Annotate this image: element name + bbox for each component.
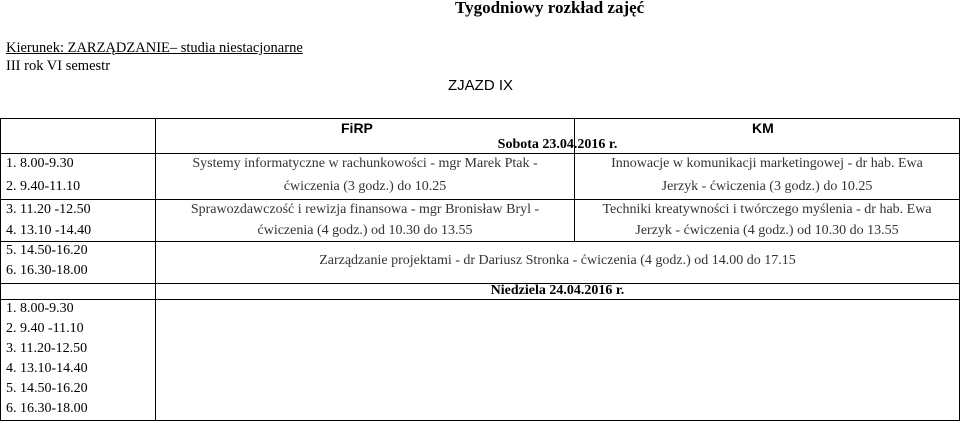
- saturday-slot-1: 1. 8.00-9.30: [6, 156, 74, 171]
- grid-line: [0, 420, 960, 421]
- saturday-slot-6: 6. 16.30-18.00: [6, 263, 88, 278]
- firp-course-1-line2: ćwiczenia (3 godz.) do 10.25: [283, 179, 447, 194]
- saturday-slot-3: 3. 11.20 -12.50: [6, 202, 91, 217]
- column-header-km: KM: [752, 120, 774, 136]
- grid-line: [0, 241, 960, 242]
- saturday-slot-2: 2. 9.40-11.10: [6, 179, 81, 194]
- sunday-slot-5: 5. 14.50-16.20: [6, 381, 88, 396]
- km-course-1-line2: Jerzyk - ćwiczenia (3 godz.) do 10.25: [661, 179, 873, 194]
- firp-course-2-line1: Sprawozdawczość i rewizja finansowa - mgr Bronisław Bryl -: [190, 202, 540, 217]
- sunday-label: Niedziela 24.04.2016 r.: [490, 283, 625, 298]
- firp-course-1-line1: Systemy informatyczne w rachunkowości - mgr Marek Ptak -: [192, 156, 538, 171]
- sunday-slot-1: 1. 8.00-9.30: [6, 301, 74, 316]
- joint-course: Zarządzanie projektami - dr Dariusz Stronka - ćwiczenia (4 godz.) od 14.00 do 17.15: [319, 253, 796, 268]
- km-course-2-line1: Techniki kreatywności i twórczego myślenia - dr hab. Ewa: [602, 202, 932, 217]
- sunday-slot-4: 4. 13.10-14.40: [6, 361, 88, 376]
- firp-course-2-line2: ćwiczenia (4 godz.) od 10.30 do 13.55: [257, 223, 473, 238]
- saturday-slot-5: 5. 14.50-16.20: [6, 243, 88, 258]
- column-header-firp: FiRP: [341, 120, 373, 136]
- page-title: Tygodniowy rozkład zajęć: [455, 0, 645, 17]
- saturday-slot-4: 4. 13.10 -14.40: [6, 223, 92, 238]
- grid-line: [0, 118, 1, 420]
- kierunek-label: Kierunek: ZARZĄDZANIE– studia niestacjonarne: [6, 40, 303, 56]
- sunday-slot-2: 2. 9.40 -11.10: [6, 321, 84, 336]
- sunday-slot-3: 3. 11.20-12.50: [6, 341, 88, 356]
- saturday-label: Sobota 23.04.2016 r.: [497, 137, 618, 152]
- rok-label: III rok VI semestr: [6, 58, 111, 74]
- km-course-1-line1: Innowacje w komunikacji marketingowej - dr hab. Ewa: [611, 156, 923, 171]
- grid-line: [0, 199, 960, 200]
- sunday-slot-6: 6. 16.30-18.00: [6, 401, 88, 416]
- zjazd-label: ZJAZD IX: [448, 77, 514, 94]
- grid-line: [0, 118, 960, 119]
- km-course-2-line2: Jerzyk - ćwiczenia (4 godz.) od 10.30 do 13.55: [635, 223, 899, 238]
